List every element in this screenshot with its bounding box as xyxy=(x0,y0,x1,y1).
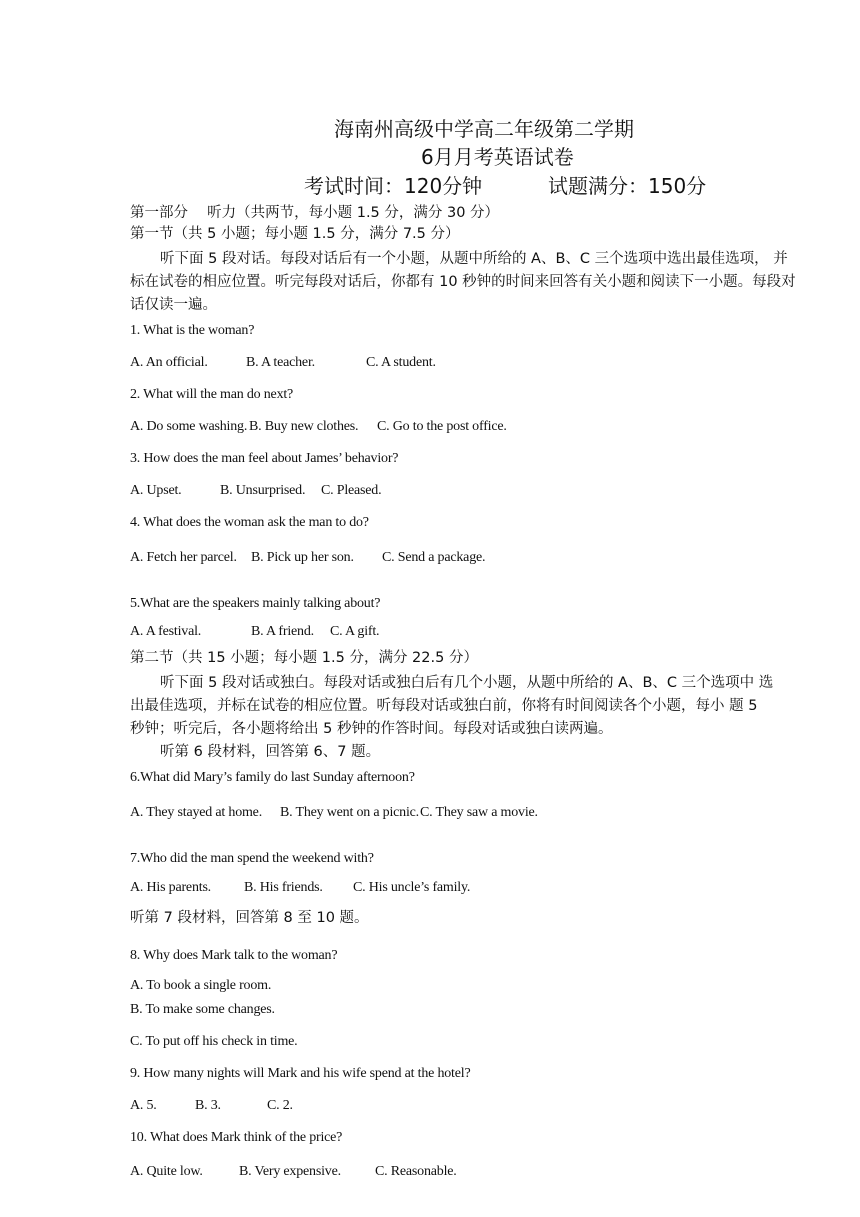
q10-option-b: B. Very expensive. xyxy=(239,1164,341,1179)
section2-instructions-line3: 秒钟；听完后，各小题将给出 5 秒钟的作答时间。每段对话或独白读两遍。 xyxy=(130,721,613,737)
q1-option-c: C. A student. xyxy=(366,355,436,370)
question-10: 10. What does Mark think of the price? xyxy=(130,1130,343,1145)
section2-instructions-line1: 听下面 5 段对话或独白。每段对话或独白后有几个小题，从题中所给的 A、B、C 三个选项中 选 xyxy=(160,675,774,691)
full-score: 试题满分：150分 xyxy=(548,174,707,198)
exam-time: 考试时间：120分钟 xyxy=(304,174,483,198)
q10-option-a: A. Quite low. xyxy=(130,1164,203,1179)
section1-heading: 第一节（共 5 小题；每小题 1.5 分，满分 7.5 分） xyxy=(130,226,460,242)
section1-instructions-line1: 听下面 5 段对话。每段对话后有一个小题，从题中所给的 A、B、C 三个选项中选出最佳选项， 并 xyxy=(160,251,788,267)
q7-option-a: A. His parents. xyxy=(130,880,211,895)
question-4: 4. What does the woman ask the man to do? xyxy=(130,515,369,530)
section2-instructions-line2: 出最佳选项，并标在试卷的相应位置。听每段对话或独白前，你将有时间阅读各个小题，每小 题 5 xyxy=(130,698,758,714)
q4-option-b: B. Pick up her son. xyxy=(251,550,354,565)
q7-option-b: B. His friends. xyxy=(244,880,323,895)
q7-option-c: C. His uncle’s family. xyxy=(353,880,471,895)
q8-option-c: C. To put off his check in time. xyxy=(130,1034,298,1049)
q1-option-a: A. An official. xyxy=(130,355,208,370)
section1-instructions-line3: 话仅读一遍。 xyxy=(130,297,217,313)
q3-option-c: C. Pleased. xyxy=(321,483,382,498)
q3-option-b: B. Unsurprised. xyxy=(220,483,306,498)
q2-option-a: A. Do some washing. xyxy=(130,419,248,434)
q9-option-a: A. 5. xyxy=(130,1098,157,1113)
question-6: 6.What did Mary’s family do last Sunday afternoon? xyxy=(130,770,415,785)
q6-option-c: C. They saw a movie. xyxy=(420,805,538,820)
q10-option-c: C. Reasonable. xyxy=(375,1164,457,1179)
question-7: 7.Who did the man spend the weekend with? xyxy=(130,851,374,866)
q3-option-a: A. Upset. xyxy=(130,483,182,498)
q5-option-a: A. A festival. xyxy=(130,624,202,639)
section1-instructions-line2: 标在试卷的相应位置。听完每段对话后，你都有 10 秒钟的时间来回答有关小题和阅读下一小题。每段对 xyxy=(130,274,796,290)
q8-option-a: A. To book a single room. xyxy=(130,978,272,993)
question-9: 9. How many nights will Mark and his wife spend at the hotel? xyxy=(130,1066,471,1081)
question-2: 2. What will the man do next? xyxy=(130,387,294,402)
q9-option-b: B. 3. xyxy=(195,1098,221,1113)
question-8: 8. Why does Mark talk to the woman? xyxy=(130,948,338,963)
exam-title-line1: 海南州高级中学高二年级第二学期 xyxy=(334,117,634,141)
q5-option-b: B. A friend. xyxy=(251,624,314,639)
question-5: 5.What are the speakers mainly talking about? xyxy=(130,596,381,611)
q9-option-c: C. 2. xyxy=(267,1098,293,1113)
q4-option-a: A. Fetch her parcel. xyxy=(130,550,237,565)
q1-option-b: B. A teacher. xyxy=(246,355,315,370)
q5-option-c: C. A gift. xyxy=(330,624,380,639)
section2-heading: 第二节（共 15 小题；每小题 1.5 分，满分 22.5 分） xyxy=(130,650,478,666)
q6-option-b: B. They went on a picnic. xyxy=(280,805,419,820)
question-1: 1. What is the woman? xyxy=(130,323,255,338)
exam-title-line2: 6月月考英语试卷 xyxy=(421,145,574,169)
q2-option-b: B. Buy new clothes. xyxy=(249,419,359,434)
material-7-note: 听第 7 段材料，回答第 8 至 10 题。 xyxy=(130,910,369,926)
q2-option-c: C. Go to the post office. xyxy=(377,419,507,434)
q4-option-c: C. Send a package. xyxy=(382,550,486,565)
question-3: 3. How does the man feel about James’ behavior? xyxy=(130,451,399,466)
part1-heading: 第一部分 听力（共两节，每小题 1.5 分，满分 30 分） xyxy=(130,205,500,221)
q6-option-a: A. They stayed at home. xyxy=(130,805,262,820)
q8-option-b: B. To make some changes. xyxy=(130,1002,275,1017)
material-6-note: 听第 6 段材料，回答第 6、7 题。 xyxy=(160,744,381,760)
